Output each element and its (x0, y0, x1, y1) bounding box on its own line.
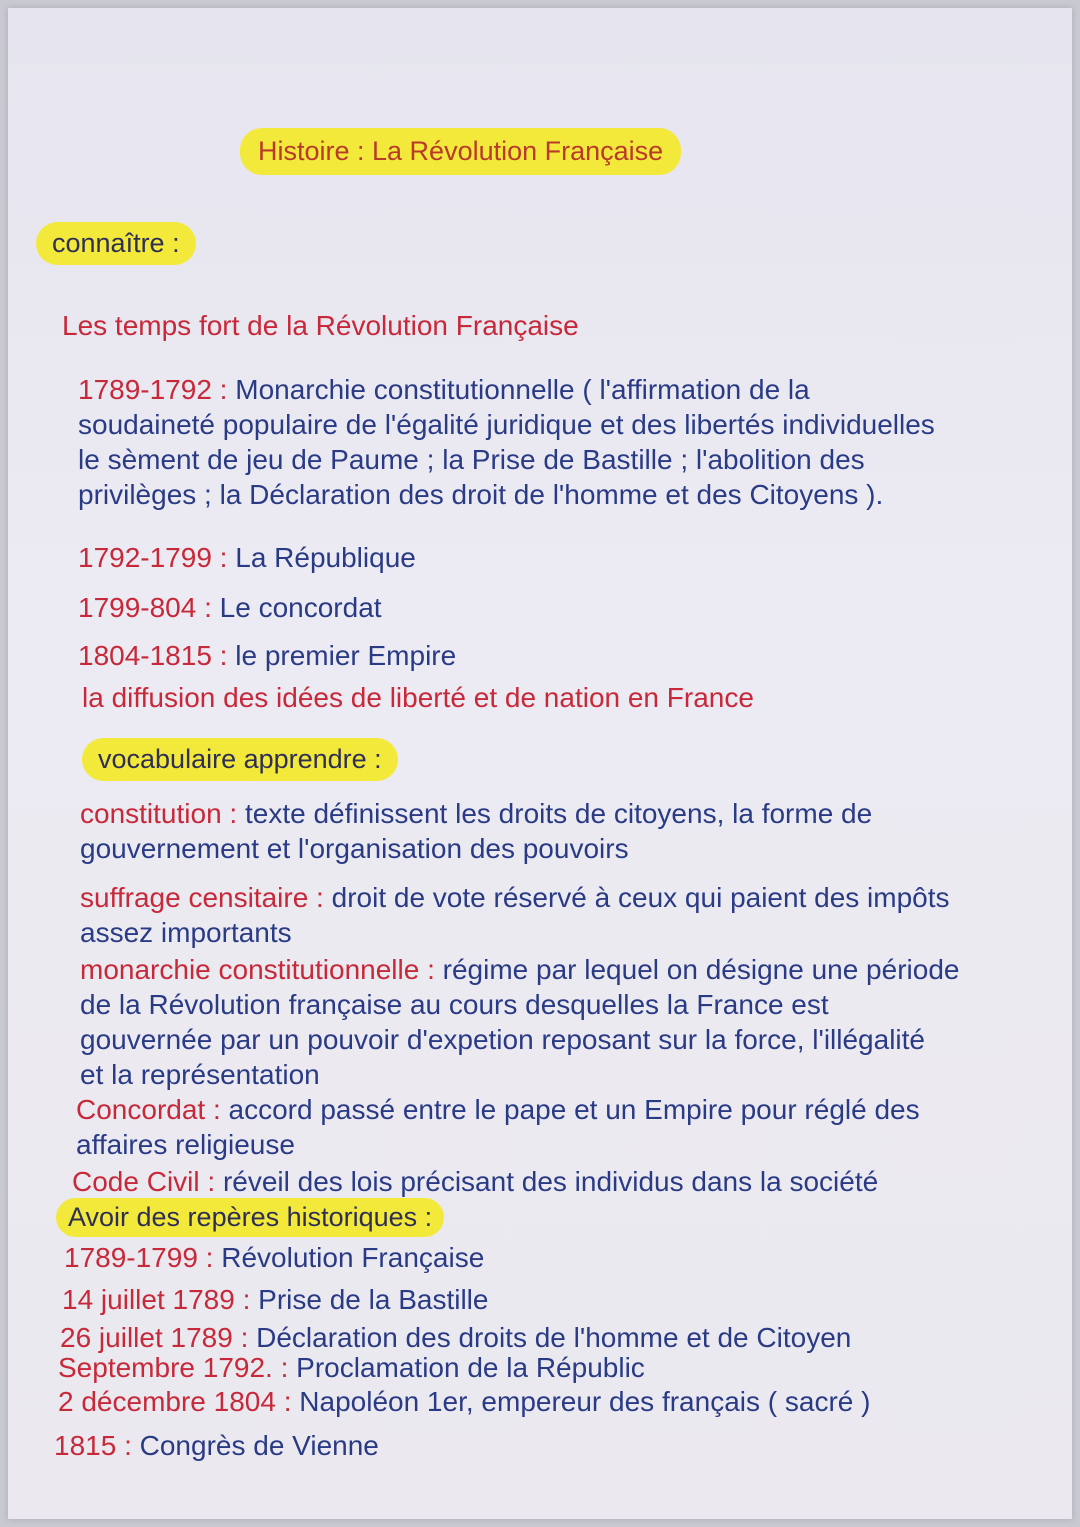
period-date: 1789-1792 : (78, 374, 228, 405)
period-text-line: soudaineté populaire de l'égalité juridique et des libertés individuelles (78, 409, 935, 440)
period-text: le premier Empire (227, 640, 457, 671)
repere-item (64, 1240, 484, 1275)
period-1792-1799 (78, 540, 416, 575)
vocab-term: suffrage censitaire : (80, 882, 324, 913)
section-label-reperes: Avoir des repères historiques : (56, 1198, 444, 1237)
vocab-definition-line: réveil des lois précisant des individus dans la société (215, 1166, 879, 1197)
period-text: Le concordat (211, 592, 382, 623)
repere-item (58, 1384, 870, 1419)
period-1799-804 (78, 590, 382, 625)
period-text: La République (227, 542, 416, 573)
repere-date: 1815 : (54, 1430, 132, 1461)
page-title: Histoire : La Révolution Française (240, 128, 681, 175)
period-1804-1815 (78, 638, 456, 673)
repere-date: Septembre 1792. : (58, 1352, 289, 1383)
vocab-definition-line: accord passé entre le pape et un Empire pour réglé des (220, 1094, 920, 1125)
repere-date: 14 juillet 1789 : (62, 1284, 251, 1315)
vocab-term: Concordat : (76, 1094, 221, 1125)
vocab-term-monarchie (80, 952, 959, 1092)
period-1789-1792 (78, 372, 935, 512)
vocab-definition-line: affaires religieuse (76, 1129, 295, 1160)
vocab-term-constitution (80, 796, 872, 866)
repere-item (58, 1350, 645, 1385)
repere-item (62, 1282, 488, 1317)
vocab-definition-line: de la Révolution française au cours desquelles la France est (80, 989, 829, 1020)
section-label-vocabulaire: vocabulaire apprendre : (82, 738, 398, 781)
vocab-definition-line: gouvernement et l'organisation des pouvoirs (80, 833, 629, 864)
vocab-term-suffrage (80, 880, 950, 950)
vocab-term: constitution : (80, 798, 238, 829)
repere-event: Révolution Française (213, 1242, 485, 1273)
vocab-term-code-civil (72, 1164, 878, 1199)
period-text-line: privilèges ; la Déclaration des droit de l'homme et des Citoyens ). (78, 479, 884, 510)
repere-date: 2 décembre 1804 : (58, 1386, 292, 1417)
repere-event: Proclamation de la Républic (288, 1352, 645, 1383)
vocab-term-concordat (76, 1092, 920, 1162)
section-subtitle: Les temps fort de la Révolution Française (62, 310, 579, 341)
period-text-line: Monarchie constitutionnelle ( l'affirmation de la (227, 374, 810, 405)
repere-item (54, 1428, 379, 1463)
repere-date: 1789-1799 : (64, 1242, 214, 1273)
repere-event: Prise de la Bastille (250, 1284, 489, 1315)
vocab-definition-line: et la représentation (80, 1059, 320, 1090)
vocab-term: monarchie constitutionnelle : (80, 954, 435, 985)
vocab-definition-line: droit de vote réservé à ceux qui paient des impôts (323, 882, 950, 913)
period-text-line: le sèment de jeu de Paume ; la Prise de Bastille ; l'abolition des (78, 444, 865, 475)
period-date: 1792-1799 : (78, 542, 228, 573)
vocab-definition-line: texte définissent les droits de citoyens, la forme de (237, 798, 873, 829)
vocab-definition-line: régime par lequel on désigne une période (434, 954, 960, 985)
diffusion-line: la diffusion des idées de liberté et de nation en France (82, 682, 754, 713)
repere-event: Déclaration des droits de l'homme et de Citoyen (248, 1322, 852, 1353)
vocab-term: Code Civil : (72, 1166, 216, 1197)
section-label-connaitre: connaître : (36, 222, 196, 265)
repere-event: Napoléon 1er, empereur des français ( sacré ) (291, 1386, 871, 1417)
vocab-definition-line: gouvernée par un pouvoir d'expetion reposant sur la force, l'illégalité (80, 1024, 925, 1055)
repere-event: Congrès de Vienne (131, 1430, 379, 1461)
period-date: 1799-804 : (78, 592, 212, 623)
vocab-definition-line: assez importants (80, 917, 292, 948)
period-date: 1804-1815 : (78, 640, 228, 671)
repere-date: 26 juillet 1789 : (60, 1322, 249, 1353)
